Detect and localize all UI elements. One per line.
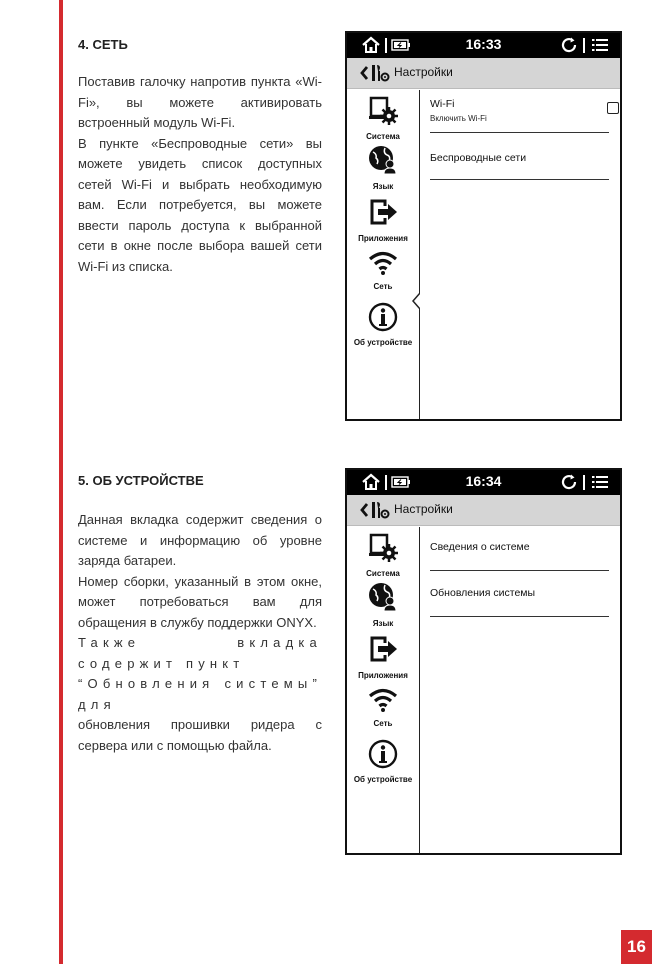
section-4-text [78,72,322,277]
apps-exit-icon [367,633,399,665]
system-updates-label: Обновления системы [430,587,536,599]
clock: 16:33 [465,36,502,52]
wifi-icon [368,687,398,713]
wifi-checkbox[interactable] [607,102,619,114]
wifi-title: Wi-Fi [430,98,455,110]
sidebar-label-apps: Приложения [358,234,408,243]
settings-tools-icon [370,500,390,520]
section-4-paragraph-2: В пункте «Беспроводные сети» вы можете увидеть список доступных сетей Wi-Fi и выбрать необходимую вам. Если потребуется, вы можете ввести пароль доступа к выбранной сети в окне после выбора вашей сети Wi-Fi из списка. [78,135,322,274]
info-icon [368,739,398,769]
sidebar-item-language[interactable] [347,581,419,628]
system-icon [367,94,399,126]
apps-exit-icon [367,196,399,228]
sidebar-item-system[interactable] [347,94,419,141]
status-bar [347,470,620,495]
info-icon [368,302,398,332]
wireless-networks-label: Беспроводные сети [430,152,527,164]
system-updates-row[interactable] [430,587,609,617]
section-5-title: 5. ОБ УСТРОЙСТВЕ [78,473,204,488]
nav-bar [347,58,620,89]
menu-icon[interactable] [591,36,609,54]
selected-tab-pointer [411,293,420,309]
sidebar-item-system[interactable] [347,531,419,578]
sidebar-label-language: Язык [372,619,394,628]
clock: 16:34 [465,473,502,489]
settings-tools-icon [370,63,390,83]
device-screen-about [345,468,622,855]
sidebar-item-about[interactable] [347,302,419,347]
nav-bar [347,495,620,526]
section-4-paragraph-1: Поставив галочку напротив пункта «Wi-Fi», вы можете активировать встроенный модуль Wi-Fi. [78,74,322,130]
sidebar-label-apps: Приложения [358,671,408,680]
sidebar-item-language[interactable] [347,144,419,191]
nav-title: Настройки [394,65,453,79]
language-globe-icon [367,144,399,176]
nav-title: Настройки [394,502,453,516]
sidebar-item-apps[interactable] [347,633,419,680]
settings-sidebar [347,90,420,419]
wifi-subtitle: Включить Wi-Fi [430,114,487,123]
back-icon[interactable] [359,502,369,518]
section-5-paragraph-1: Данная вкладка содержит сведения о системе и информацию об уровне заряда батареи. [78,512,322,568]
menu-icon[interactable] [591,473,609,491]
refresh-icon[interactable] [560,473,578,491]
settings-content [347,90,620,419]
page-number: 16 [621,930,652,964]
sidebar-item-network[interactable] [347,250,419,291]
sidebar-label-language: Язык [372,182,394,191]
section-5-tail-text: обновления прошивки ридера с сервера или с помощью файла. [78,717,322,753]
red-margin-bar [59,0,63,964]
sidebar-label-system: Система [366,569,400,578]
wireless-networks-row[interactable] [430,152,609,180]
device-screen-network [345,31,622,421]
sidebar-label-network: Сеть [373,719,393,728]
status-bar [347,33,620,58]
section-5-spaced-line-1: Также вкладка содержит пункт [78,635,322,671]
sidebar-item-apps[interactable] [347,196,419,243]
section-5-text [78,510,322,756]
section-5-paragraph-2: Номер сборки, указанный в этом окне, может потребоваться вам для обращения в службу поддержки ONYX. [78,573,322,630]
sidebar-label-system: Система [366,132,400,141]
settings-sidebar [347,527,420,853]
language-globe-icon [367,581,399,613]
sidebar-label-about: Об устройстве [353,338,413,347]
system-info-label: Сведения о системе [430,541,530,553]
refresh-icon[interactable] [560,36,578,54]
sidebar-item-about[interactable] [347,739,419,784]
section-4-title: 4. СЕТЬ [78,37,128,52]
wifi-icon [368,250,398,276]
wifi-toggle-row[interactable] [430,98,609,133]
sidebar-label-about: Об устройстве [353,775,413,784]
sidebar-label-network: Сеть [373,282,393,291]
system-info-row[interactable] [430,541,609,571]
back-icon[interactable] [359,65,369,81]
section-5-spaced-line-2: “Обновления системы” для [78,676,322,712]
system-icon [367,531,399,563]
sidebar-item-network[interactable] [347,687,419,728]
settings-content [347,527,620,853]
